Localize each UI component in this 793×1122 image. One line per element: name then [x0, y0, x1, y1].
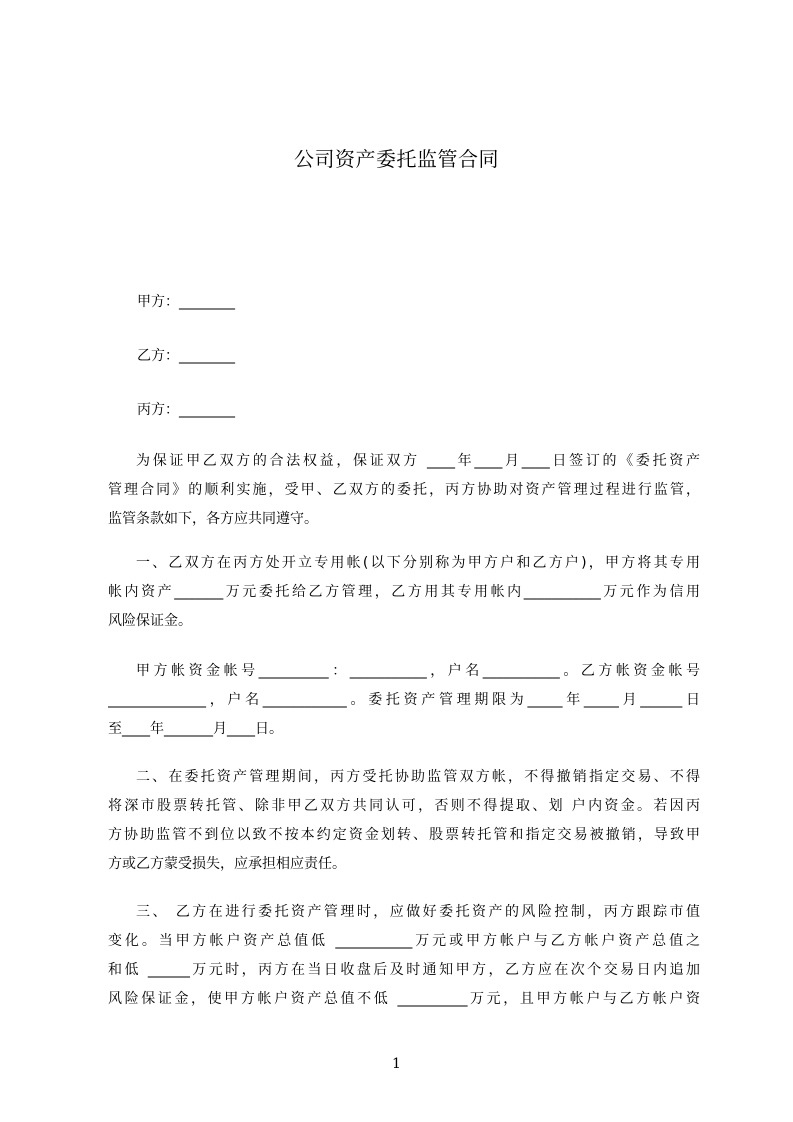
paragraph-clause-3 [108, 898, 700, 1014]
paragraph-line: 方或乙方蒙受损失，应承担相应责任。 [108, 856, 346, 872]
paragraph-line: 监管条款如下，各方应共同遵守。 [108, 511, 318, 527]
paragraph-line: 帐内资产_______万元委托给乙方管理，乙方用其专用帐内___________万元作为信用 [108, 584, 700, 600]
paragraph-line: 风险保证金。 [108, 613, 192, 629]
page-title: 公司资产委托监管合同 [294, 147, 499, 171]
paragraph-line: 为保证甲乙双方的合法权益，保证双方 ____年____月____日签订的《委托资产 [136, 453, 700, 469]
party-b-line: 乙方：________ [137, 348, 235, 364]
paragraph-line: 方协助监管不到位以致不按本约定资金划转、股票转托管和指定交易被撤销，导致甲 [108, 827, 700, 843]
paragraph-line: 至____年_______月____日。 [108, 721, 283, 737]
paragraph-line: 三、 乙方在进行委托资产管理时，应做好委托资产的风险控制，丙方跟踪市值 [136, 904, 700, 920]
paragraph-line: 将深市股票转托管、除非甲乙双方共同认可，否则不得提取、划 户内资金。若因丙 [108, 798, 700, 814]
paragraph-clause-2 [108, 763, 700, 879]
paragraph-line: 一、乙双方在丙方处开立专用帐(以下分别称为甲方户和乙方户)，甲方将其专用 [136, 555, 700, 571]
paragraph-line: 变化。当甲方帐户资产总值低 ___________万元或甲方帐户与乙方帐户资产总值之 [108, 933, 700, 949]
party-a-line: 甲方：________ [137, 294, 235, 310]
paragraph-line: 甲方帐资金帐号__________：___________，户名___________。乙方帐资金帐号 [136, 663, 700, 679]
page-number: 1 [392, 1056, 401, 1072]
paragraph-line: 和低 ______万元时，丙方在当日收盘后及时通知甲方，乙方应在次个交易日内追加 [108, 962, 700, 978]
paragraph-intro [108, 447, 700, 534]
paragraph-line: 管理合同》的顺利实施，受甲、乙双方的委托，丙方协助对资产管理过程进行监管， [108, 482, 700, 498]
paragraph-line: 二、在委托资产管理期间，丙方受托协助监管双方帐，不得撤销指定交易、不得 [136, 769, 700, 785]
paragraph-accounts [108, 657, 700, 744]
paragraph-clause-1 [108, 549, 700, 636]
paragraph-line: 风险保证金，使甲方帐户资产总值不低 __________万元，且甲方帐户与乙方帐户资 [108, 991, 700, 1007]
party-c-line: 丙方：________ [137, 402, 235, 418]
paragraph-line: ______________，户名____________。委托资产管理期限为_____年_____月______日 [108, 692, 700, 708]
